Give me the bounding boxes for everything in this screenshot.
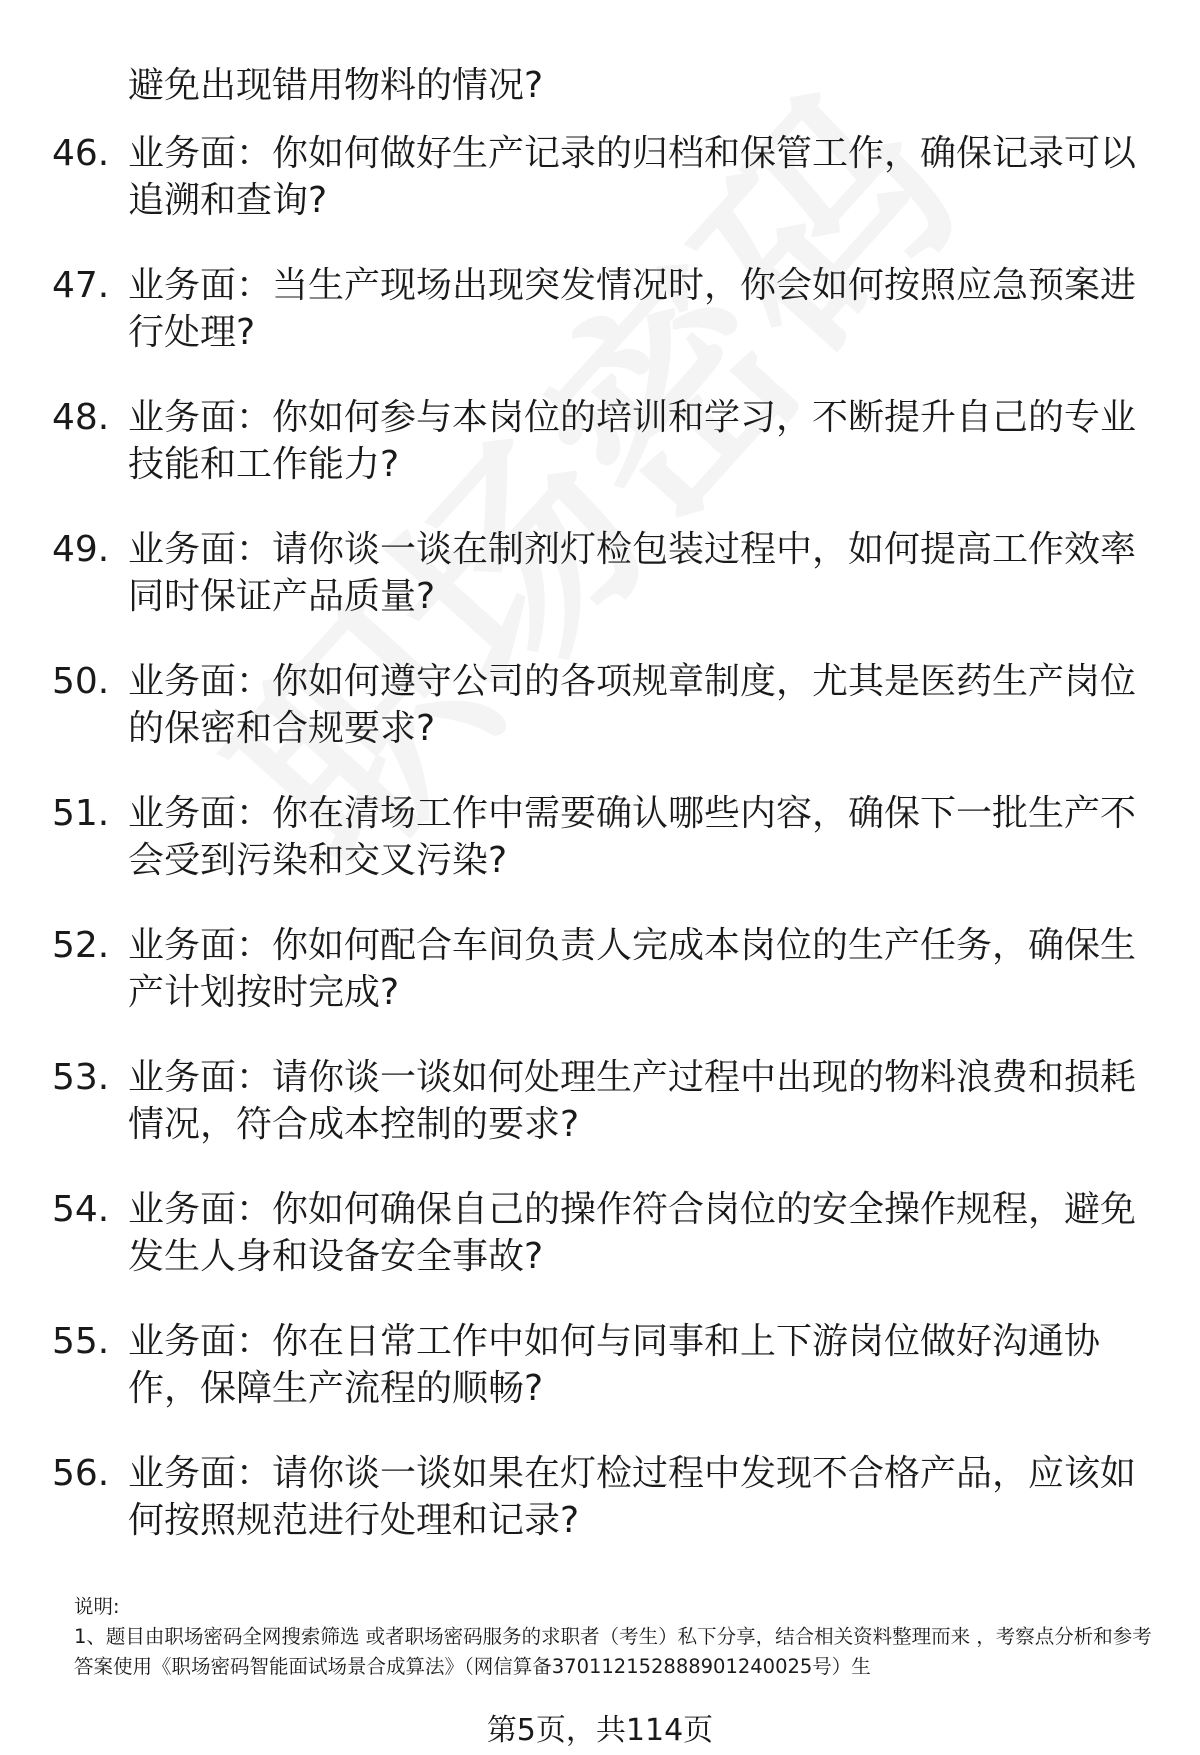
question-text: 业务面：请你谈一谈如何处理生产过程中出现的物料浪费和损耗情况，符合成本控制的要求? <box>128 1057 1137 1145</box>
question-item <box>0 262 1200 356</box>
question-item <box>0 1318 1200 1412</box>
question-item <box>0 658 1200 752</box>
question-text: 业务面：请你谈一谈在制剂灯检包装过程中，如何提高工作效率同时保证产品质量? <box>128 529 1137 617</box>
question-item <box>0 1054 1200 1148</box>
question-text: 业务面：你在日常工作中如何与同事和上下游岗位做好沟通协作，保障生产流程的顺畅? <box>128 1321 1101 1409</box>
question-item <box>0 1450 1200 1544</box>
question-number: 50. <box>52 661 110 702</box>
notes-section <box>74 1592 1164 1682</box>
question-number: 55. <box>52 1321 110 1362</box>
question-text: 业务面：你如何参与本岗位的培训和学习，不断提升自己的专业技能和工作能力? <box>128 397 1137 485</box>
question-number: 54. <box>52 1189 110 1230</box>
question-number: 51. <box>52 793 110 834</box>
page-number: 第5页，共114页 <box>486 1713 714 1748</box>
question-number: 48. <box>52 397 110 438</box>
question-item <box>0 526 1200 620</box>
question-text: 业务面：请你谈一谈如果在灯检过程中发现不合格产品，应该如何按照规范进行处理和记录? <box>128 1453 1137 1541</box>
question-text: 业务面：你如何做好生产记录的归档和保管工作，确保记录可以追溯和查询? <box>128 133 1137 221</box>
question-text: 业务面：你在清场工作中需要确认哪些内容，确保下一批生产不会受到污染和交叉污染? <box>128 793 1137 881</box>
question-item <box>0 790 1200 884</box>
notes-heading: 说明: <box>74 1595 120 1618</box>
question-number: 46. <box>52 133 110 174</box>
question-number: 47. <box>52 265 110 306</box>
question-number: 52. <box>52 925 110 966</box>
question-item <box>0 394 1200 488</box>
question-item <box>0 922 1200 1016</box>
question-text: 业务面：当生产现场出现突发情况时，你会如何按照应急预案进行处理? <box>128 265 1137 353</box>
continuation-text: 避免出现错用物料的情况? <box>128 65 544 106</box>
notes-line: 1、题目由职场密码全网搜索筛选 或者职场密码服务的求职者（考生）私下分享，结合相关资料整理而来 ，考察点分析和参考答案使用《职场密码智能面试场景合成算法》（网信算备370112152888901240025号）生 <box>74 1625 1152 1678</box>
question-number: 56. <box>52 1453 110 1494</box>
question-text: 业务面：你如何确保自己的操作符合岗位的安全操作规程，避免发生人身和设备安全事故? <box>128 1189 1137 1277</box>
question-text: 业务面：你如何遵守公司的各项规章制度，尤其是医药生产岗位的保密和合规要求? <box>128 661 1137 749</box>
question-text: 业务面：你如何配合车间负责人完成本岗位的生产任务，确保生产计划按时完成? <box>128 925 1137 1013</box>
question-number: 53. <box>52 1057 110 1098</box>
question-item <box>0 130 1200 224</box>
question-item <box>0 1186 1200 1280</box>
question-number: 49. <box>52 529 110 570</box>
